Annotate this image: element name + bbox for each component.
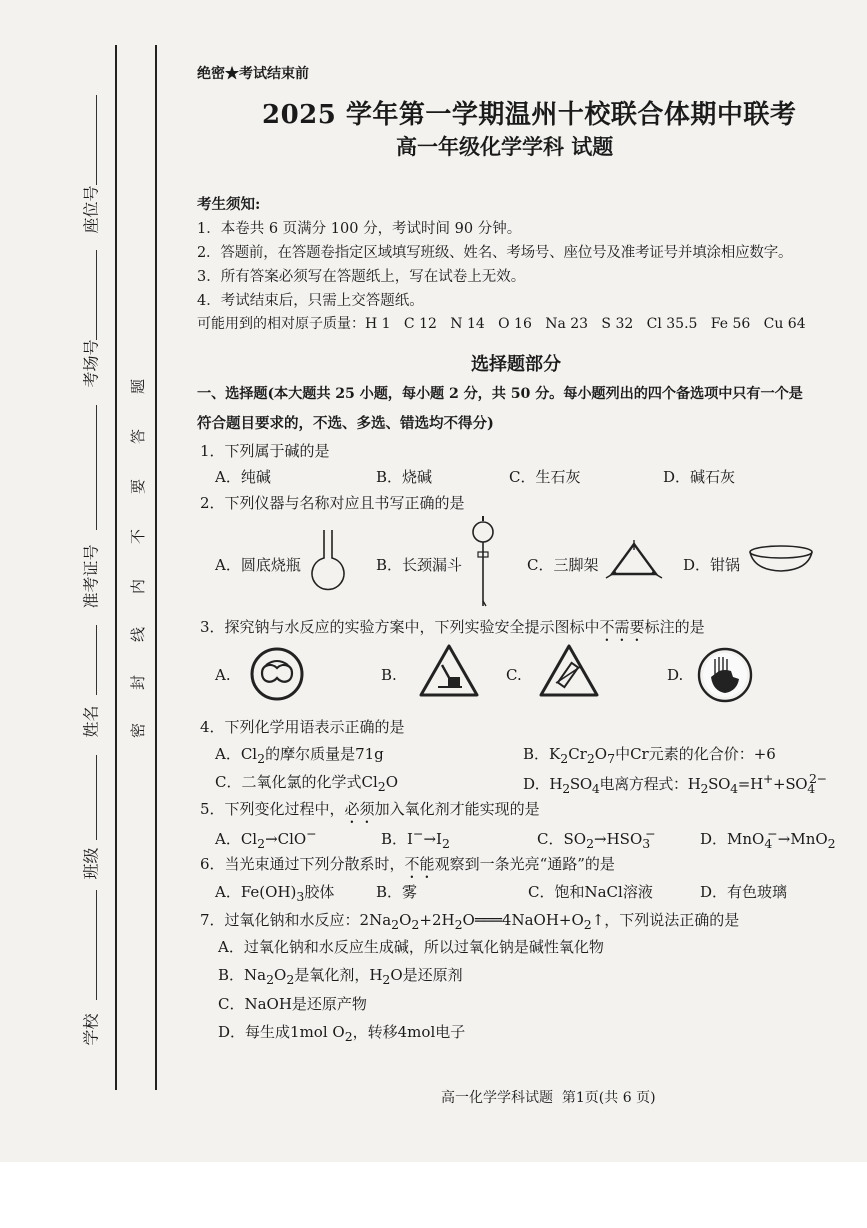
- notice-item-3: 3．所有答案必须写在答题纸上，写在试卷上无效。: [197, 269, 526, 285]
- q7-option-c: C．NaOH是还原产物: [218, 995, 367, 1013]
- q4-d-sub: 4: [730, 781, 738, 796]
- section-instructions-2: 符合题目要求的，不选、多选、错选均不得分): [197, 415, 494, 432]
- q6-option-a: [215, 881, 334, 904]
- q4-c-text-2: O: [385, 773, 399, 791]
- class-label: 班级: [81, 847, 101, 880]
- seal-char: 线: [129, 626, 148, 643]
- q4-d-sup: 2−: [808, 771, 827, 786]
- q5-d-sup: −: [767, 826, 778, 841]
- hot-surface-warning-icon: [418, 643, 480, 699]
- q4-d-sup: +: [762, 771, 774, 786]
- q3-option-b: B.: [381, 666, 397, 684]
- q7-stem-text: +2H: [419, 911, 455, 929]
- q6-stem: [200, 853, 615, 882]
- q7-b-text: O是还原剂: [390, 966, 463, 984]
- q4-d-sub: 2: [562, 781, 570, 796]
- binding-line-left: [115, 45, 117, 1090]
- q7-d-text: ，转移4mol电子: [352, 1023, 466, 1041]
- q5-stem-post: 加入氧化剂才能实现的是: [374, 800, 540, 818]
- q7-option-d: [218, 1021, 465, 1044]
- seal-char: 不: [129, 528, 148, 545]
- q3-option-a: A.: [215, 666, 231, 684]
- q4-option-b: [523, 743, 776, 766]
- separatory-funnel-icon: [470, 516, 496, 608]
- q5-stem-pre: 5．下列变化过程中，: [200, 800, 345, 818]
- q4-d-text: 电离方程式：H: [599, 775, 701, 793]
- q7-stem: [200, 909, 739, 932]
- q5-b-sub: 2: [441, 836, 450, 851]
- q6-a-text: A．Fe(OH): [215, 883, 297, 901]
- atomic-masses: 可能用到的相对原子质量：H 1 C 12 N 14 O 16 Na 23 S 32 Cl 35.5 Fe 56 Cu 64: [197, 316, 806, 332]
- notice-item-4: 4．考试结束后，只需上交答题纸。: [197, 293, 424, 309]
- q6-a-text: 胶体: [304, 883, 335, 901]
- page-footer: 高一化学学科试题 第1页(共 6 页): [441, 1090, 656, 1106]
- q6-a-sub: 3: [296, 889, 305, 904]
- clay-triangle-icon: [606, 540, 662, 580]
- q5-stem-emphasis: 必须: [344, 800, 375, 818]
- q7-b-sub: 2: [382, 972, 391, 987]
- sharp-object-warning-icon: [538, 643, 600, 699]
- q5-a-text: A．Cl: [215, 830, 258, 848]
- round-bottom-flask-icon: [308, 528, 348, 592]
- q4-d-sub: 4: [807, 781, 815, 796]
- room-label: 考场号: [81, 339, 101, 388]
- q2-option-d: D．钳锅: [683, 556, 741, 574]
- notice-item-1: 1．本卷共 6 页满分 100 分，考试时间 90 分钟。: [197, 221, 522, 237]
- q4-b-sub: 2: [560, 751, 569, 766]
- q4-d-text: D．H: [523, 775, 563, 793]
- section-title: 选择题部分: [471, 354, 561, 375]
- q5-c-sub: 3: [642, 836, 651, 851]
- seat-label: 座位号: [81, 185, 101, 234]
- q4-b-text: B．K: [523, 745, 561, 763]
- q4-d-text: SO: [708, 775, 731, 793]
- notice-heading: 考生须知:: [197, 196, 261, 213]
- q5-b-text: B．I: [381, 830, 413, 848]
- q7-stem-text: 7．过氧化钠和水反应：2Na: [200, 911, 392, 929]
- q7-stem-sub: 2: [391, 917, 400, 932]
- q1-option-d: D．碱石灰: [663, 468, 736, 486]
- q5-a-text: →ClO: [265, 830, 307, 848]
- q5-option-b: [381, 826, 450, 851]
- q7-stem-text: O═══4NaOH+O: [462, 911, 584, 929]
- q5-d-sub: 2: [827, 836, 836, 851]
- seal-char: 要: [129, 478, 148, 495]
- q6-stem-pre: 6．当光束通过下列分散系时，: [200, 855, 405, 873]
- q4-b-text: O: [594, 745, 608, 763]
- q4-option-d: [523, 771, 827, 796]
- q7-option-a: A．过氧化钠和水反应生成碱，所以过氧化钠是碱性氧化物: [218, 938, 604, 956]
- q2-stem: 2．下列仪器与名称对应且书写正确的是: [200, 494, 465, 512]
- q6-option-c: C．饱和NaCl溶液: [528, 883, 653, 901]
- q7-d-text: D．每生成1mol O: [218, 1023, 345, 1041]
- q5-option-c: [537, 826, 656, 851]
- q7-stem-text: O: [399, 911, 412, 929]
- seal-char: 答: [129, 428, 148, 445]
- q1-option-b: B．烧碱: [376, 468, 433, 486]
- q5-c-sup: −: [645, 826, 656, 841]
- q4-b-sub: 2: [586, 751, 595, 766]
- q7-b-sub: 2: [286, 972, 295, 987]
- q4-d-text: SO: [569, 775, 592, 793]
- ticket-label: 准考证号: [81, 544, 101, 609]
- q3-stem-pre: 3．探究钠与水反应的实验方案中，下列实验安全提示图标中: [200, 618, 600, 636]
- q5-a-sub: 2: [257, 836, 266, 851]
- q1-option-c: C．生石灰: [509, 468, 581, 486]
- q4-d-text: =H: [737, 775, 763, 793]
- q5-c-text: C．SO: [537, 830, 587, 848]
- q4-d-sub: 2: [700, 781, 709, 796]
- exam-subtitle: 高一年级化学学科 试题: [396, 134, 614, 159]
- q5-c-text: →HSO: [594, 830, 643, 848]
- q5-a-sup: −: [306, 826, 317, 841]
- q7-stem-sub: 2: [411, 917, 420, 932]
- school-blank[interactable]: [96, 890, 97, 1000]
- goggles-safety-icon: [248, 647, 306, 701]
- q7-stem-text: ↑，下列说法正确的是: [591, 911, 740, 929]
- name-blank[interactable]: [96, 625, 97, 695]
- q4-b-text: Cr: [568, 745, 587, 763]
- seal-char: 封: [129, 674, 148, 691]
- q5-stem: [200, 798, 540, 827]
- seal-char: 密: [129, 722, 148, 739]
- q5-d-text: →MnO: [777, 830, 828, 848]
- q4-a-text-2: 的摩尔质量是71g: [265, 745, 384, 763]
- q4-stem: 4．下列化学用语表示正确的是: [200, 718, 405, 736]
- crucible-dish-icon: [748, 544, 814, 574]
- q1-stem: 1．下列属于碱的是: [200, 442, 330, 460]
- q4-option-c: [215, 771, 398, 794]
- q5-c-sub: 2: [586, 836, 595, 851]
- q5-d-sub: 4: [764, 836, 773, 851]
- q4-option-a: [215, 743, 384, 766]
- q2-option-c: C．三脚架: [527, 556, 599, 574]
- q3-stem-post: 标注的是: [644, 618, 705, 636]
- q4-d-sub: 4: [591, 781, 600, 796]
- q3-option-d: D.: [667, 666, 684, 684]
- q1-option-a: A．纯碱: [215, 468, 271, 486]
- q5-d-text: D．MnO: [700, 830, 765, 848]
- q7-stem-sub: 2: [583, 917, 592, 932]
- q5-option-a: [215, 826, 317, 851]
- q3-stem-emphasis: 不需要: [599, 618, 645, 636]
- q4-c-text: C．二氧化氯的化学式Cl: [215, 773, 378, 791]
- class-blank[interactable]: [96, 755, 97, 840]
- q6-stem-emphasis: 不能: [404, 855, 435, 873]
- seal-char: 内: [129, 578, 148, 595]
- q4-a-sub: 2: [257, 751, 266, 766]
- q7-b-text: B．Na: [218, 966, 267, 984]
- section-instructions-1: 一、选择题(本大题共 25 小题，每小题 2 分，共 50 分。每小题列出的四个备选项中只有一个是: [197, 386, 803, 402]
- q3-option-c: C.: [506, 666, 522, 684]
- q6-stem-post: 观察到一条光亮“通路”的是: [434, 855, 615, 873]
- q3-stem: [200, 616, 705, 645]
- ticket-blank[interactable]: [96, 405, 97, 530]
- q5-b-sup: −: [412, 826, 424, 841]
- q2-option-a: A．圆底烧瓶: [215, 556, 301, 574]
- wash-hands-icon: [697, 647, 753, 703]
- exam-title: 2025 学年第一学期温州十校联合体期中联考: [262, 100, 797, 130]
- room-blank[interactable]: [96, 250, 97, 340]
- binding-line-right: [155, 45, 157, 1090]
- q5-option-d: [700, 826, 836, 851]
- seat-blank[interactable]: [96, 95, 97, 185]
- q4-a-text: A．Cl: [215, 745, 258, 763]
- name-label: 姓名: [81, 705, 101, 738]
- q4-c-sub: 2: [377, 779, 386, 794]
- q7-stem-sub: 2: [454, 917, 463, 932]
- q7-option-b: [218, 964, 463, 987]
- notice-item-2: 2．答题前，在答题卷指定区域填写班级、姓名、考场号、座位号及准考证号并填涂相应数字。: [197, 245, 793, 261]
- q5-b-text: →I: [423, 830, 442, 848]
- seal-char: 题: [129, 378, 148, 395]
- q7-b-sub: 2: [266, 972, 275, 987]
- q7-b-text: 是氧化剂，H: [294, 966, 383, 984]
- q4-b-sub: 7: [607, 751, 616, 766]
- q2-option-b: B．长颈漏斗: [376, 556, 463, 574]
- q4-b-text: 中Cr元素的化合价：+6: [615, 745, 776, 763]
- school-label: 学校: [81, 1013, 101, 1046]
- q6-option-b: B．雾: [376, 883, 418, 901]
- q6-option-d: D．有色玻璃: [700, 883, 788, 901]
- q7-d-sub: 2: [344, 1029, 353, 1044]
- q4-d-text: +SO: [773, 775, 808, 793]
- q7-b-text: O: [274, 966, 287, 984]
- secret-mark: 绝密★考试结束前: [197, 66, 309, 82]
